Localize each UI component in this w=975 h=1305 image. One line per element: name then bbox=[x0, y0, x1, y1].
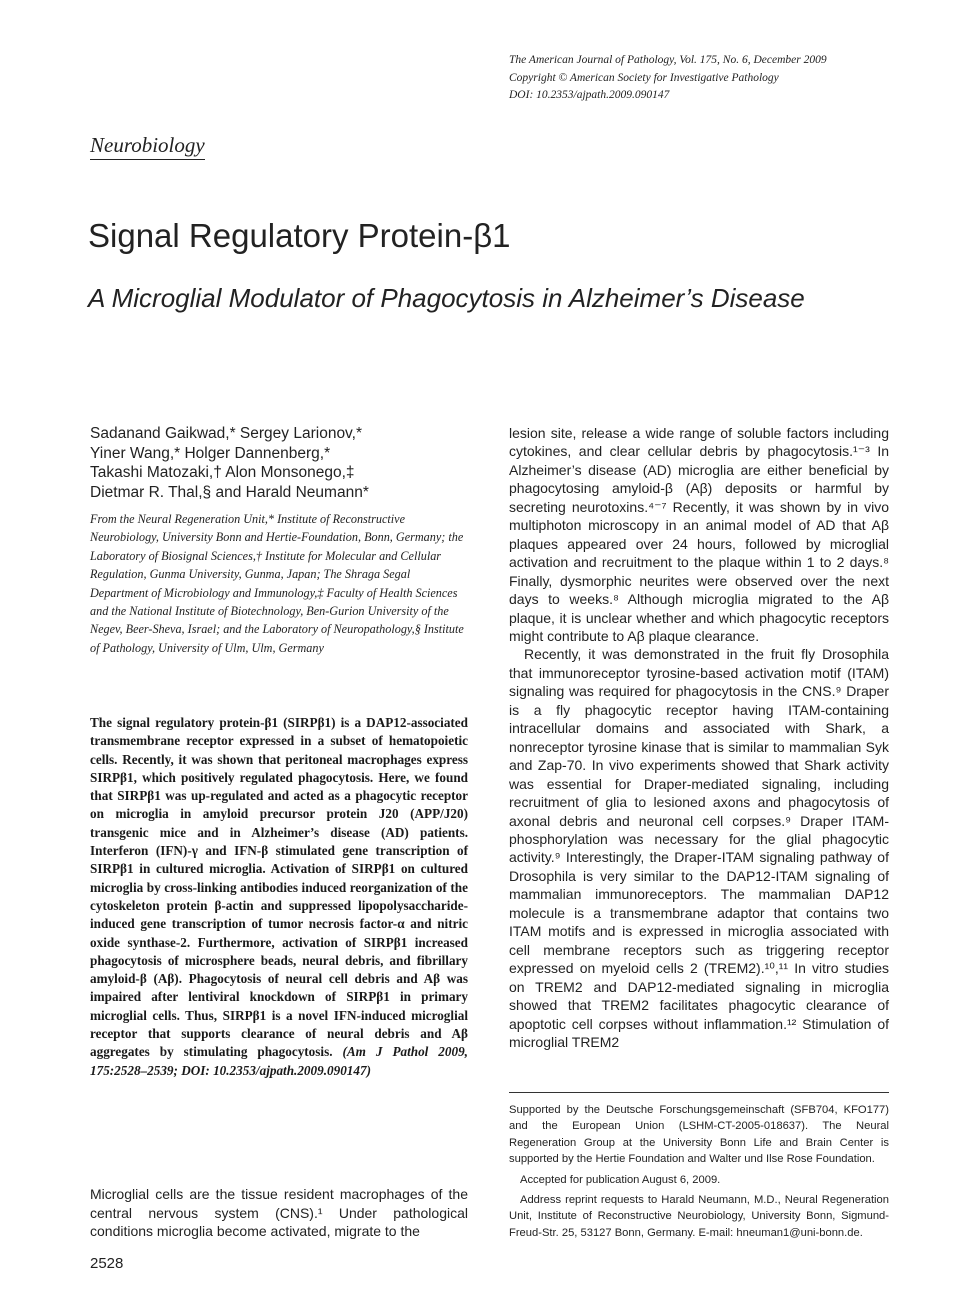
reprint-note: Address reprint requests to Harald Neumann, M.D., Neural Regeneration Unit, Institute of Reconstructive Neurobiology, University Bonn, Sigmund-Freud-Str. 25, 53127 Bonn, Germany. E-mail: hneuman1@uni-bonn.de. bbox=[509, 1194, 889, 1239]
affiliations: From the Neural Regeneration Unit,* Institute of Reconstructive Neurobiology, University Bonn and Hertie-Foundation, Bonn, Germany; the Laboratory of Biosignal Sciences,† Institute for Molecular and Cellular Regulation, Gunma University, Gunma, Japan; The Shraga Segal Department of Microbiology and Immunology,‡ Faculty of Health Sciences and the National Institute of Biotechnology, Ben-Gurion University of the Negev, Beer-Sheva, Israel; and the Laboratory of Neuropathology,§ Institute of Pathology, University of Ulm, Ulm, Germany bbox=[90, 512, 464, 655]
author-line: Dietmar R. Thal,§ and Harald Neumann* bbox=[90, 483, 369, 501]
abstract bbox=[90, 714, 468, 1080]
journal-header bbox=[509, 52, 949, 105]
accepted-note: Accepted for publication August 6, 2009. bbox=[520, 1173, 721, 1186]
footnote-divider bbox=[509, 1092, 889, 1093]
abstract-text: The signal regulatory protein-β1 (SIRPβ1) is a DAP12-associated transmembrane receptor expressed in a subset of hematopoietic cells. Recently, it was shown that peritoneal macrophages express SIRPβ1, which positively regulated phagocytosis. Here, we found that SIRPβ1 was up-regulated and acted as a phagocytic receptor on microglia in amyloid precursor protein J20 (APP/J20) transgenic mice and in Alzheimer’s disease (AD) patients. Interferon (IFN)-γ and IFN-β stimulated gene transcription of SIRPβ1 in cultured microglia. Activation of SIRPβ1 on cultured microglia by cross-linking antibodies induced reorganization of the cytoskeleton protein β-actin and suppressed lipopolysaccharide-induced gene transcription of tumor necrosis factor-α and nitric oxide synthase-2. Furthermore, activation of SIRPβ1 increased phagocytosis of microsphere beads, neural debris, and fibrillary amyloid-β (Aβ). Phagocytosis of neural cell debris and Aβ was impaired after lentiviral knockdown of SIRPβ1 in primary microglial cells. Thus, SIRPβ1 is a novel IFN-induced microglial receptor that supports clearance of neural debris and Aβ aggregates by stimulating phagocytosis. bbox=[90, 715, 468, 1060]
section-label: Neurobiology bbox=[90, 131, 205, 160]
page-number: 2528 bbox=[90, 1255, 124, 1272]
body-paragraph: Recently, it was demonstrated in the fruit fly Drosophila that immunoreceptor tyrosine-based activation motif (ITAM) signaling was required for phagocytosis in the CNS.⁹ Draper is a fly phagocytic receptor having ITAM-containing intracellular domains and associated with Shark, a nonreceptor tyrosine kinase that is similar to mammalian Syk and Zap-70. In vivo experiments showed that Shark activity was essential for Draper-mediated signaling, including recruitment of glia to lesioned axons and phagocytosis of axonal debris and neuronal cell corpses.⁹ Draper ITAM-phosphorylation was necessary for the glial phagocytic activity.⁹ Interestingly, the Draper-ITAM signaling pathway of Drosophila is very similar to the DAP12-ITAM signaling of mammalian immunoreceptors. The mammalian DAP12 molecule is a transmembrane adaptor that contains two ITAM motifs and is expressed in microglia associated with cell membrane receptors such as triggering receptor expressed on myeloid cells 2 (TREM2).¹⁰,¹¹ In vitro studies on TREM2 and DAP12-mediated signaling in microglia showed that TREM2 facilitates phagocytic clearance of apoptotic cell corpses without inflammation.¹² Stimulation of microglial TREM2 bbox=[509, 646, 889, 1050]
author-line: Yiner Wang,* Holger Dannenberg,* bbox=[90, 444, 331, 462]
journal-doi: DOI: 10.2353/ajpath.2009.090147 bbox=[509, 89, 670, 101]
intro-paragraph: Microglial cells are the tissue resident macrophages of the central nervous system (CNS).¹ Under pathological conditions microglia become activated, migrate to the bbox=[90, 1186, 468, 1240]
journal-citation: The American Journal of Pathology, Vol. 175, No. 6, December 2009 bbox=[509, 54, 827, 66]
journal-copyright: Copyright © American Society for Investigative Pathology bbox=[509, 71, 779, 84]
author-list bbox=[90, 424, 470, 502]
author-line: Sadanand Gaikwad,* Sergey Larionov,* bbox=[90, 425, 362, 442]
article-title: Signal Regulatory Protein-β1 bbox=[88, 217, 511, 254]
footnotes bbox=[509, 1102, 889, 1245]
abstract-citation: (Am J Pathol 2009, 175:2528–2539; DOI: 10.2353/ajpath.2009.090147) bbox=[90, 1044, 468, 1078]
body-paragraph: lesion site, release a wide range of soluble factors including cytokines, and clear cellular debris by phagocytosis.¹⁻³ In Alzheimer’s disease (AD) microglia are either beneficial by phagocytosing amyloid-β (Aβ) deposits or harmful by secreting neurotoxins.⁴⁻⁷ Recently, it was shown by in vivo multiphoton microscopy in an animal model of AD that Aβ plaques appeared over 24 hours, followed by microglial activation and recruitment to the plaque within 1 to 2 days.⁸ Finally, dysmorphic neurites were observed over the next days to weeks.⁸ Although microglia migrated to the Aβ plaque, it is unclear whether and which phagocytic receptors might contribute to Aβ plaque clearance. bbox=[509, 425, 889, 644]
article-subtitle: A Microglial Modulator of Phagocytosis in Alzheimer’s Disease bbox=[88, 283, 805, 313]
body-right-column bbox=[509, 424, 889, 1051]
author-line: Takashi Matozaki,† Alon Monsonego,‡ bbox=[90, 464, 355, 481]
funding-note: Supported by the Deutsche Forschungsgemeinschaft (SFB704, KFO177) and the European Union (LSHM-CT-2005-018637). The Neural Regeneration Group at the University Bonn Life and Brain Center is supported by the Hertie Foundation and Walter und Ilse Rose Foundation. bbox=[509, 1104, 889, 1166]
